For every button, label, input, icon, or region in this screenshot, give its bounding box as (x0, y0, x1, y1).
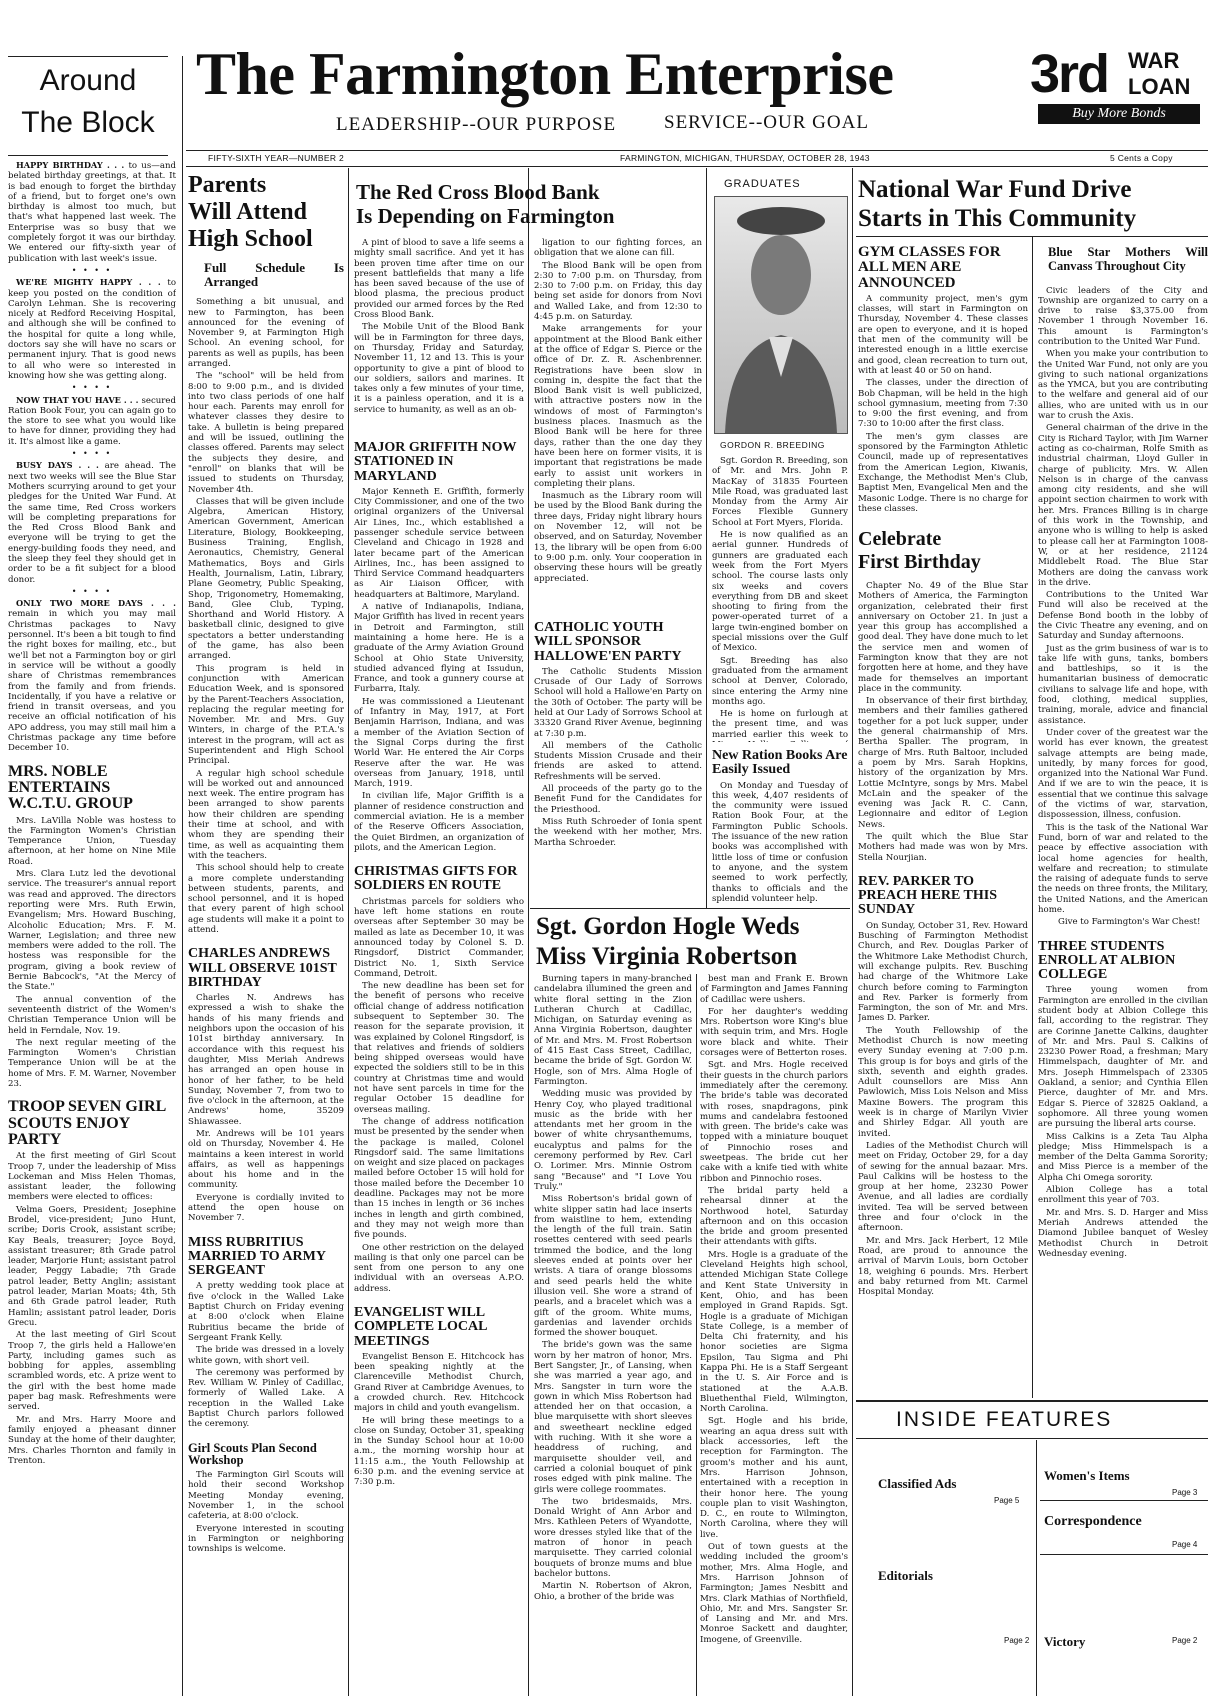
masthead-rule-bottom (186, 166, 1208, 167)
war-loan-word1: WAR (1128, 48, 1180, 73)
parents-column (188, 172, 344, 1696)
hogle-rule-top (530, 908, 850, 909)
graduates-column (712, 456, 848, 742)
evangelist-para-1: Evangelist Benson E. Hitchcock has been speaking nightly at the Clarenceville Methodist Church, Grand River at Cambridge Avenues, to a crowded church. Rev. Hitchcock majors in child and youth evangelism. (354, 1351, 524, 1414)
inside-features-title: INSIDE FEATURES (896, 1408, 1113, 1431)
christmas-para-2: The new deadline has been set for the benefit of persons who receive official change of address notification subsequent to September 30. The reason for the separate provision, it was explained by Colonel Ringsdorf, is that relatives and friends of soldiers being shipped overseas would have expected the soldiers still to be in this country at Christmas time and would not have sent parcels in time for the regular October 15 deadline for overseas mailing. (354, 981, 524, 1115)
gym-para-2: The classes, under the direction of Bob Chapman, will be held in the high school gymnasium, meeting from 7:30 to 9:00 the first evening, and from 7:30 to 10:00 after the first class. (858, 378, 1028, 430)
graduates-para-1: Sgt. Gordon R. Breeding, son of Mr. and Mrs. John P. MacKay of 31835 Fourteen Mile Road, was graduated last Monday from the Army Air Forces Flexible Gunnery School at Fort Myers, Florida. (712, 456, 848, 528)
graduates-para-2: He is now qualified as an aerial gunner. Hundreds of gunners are graduated each week from the Fort Myers school. The course lasts only six weeks and covers everything from DB and skeet shooting to firing from the power-operated turret of a large twin-engined bomber on special missions over the Gulf of Mexico. (712, 530, 848, 654)
parents-para-1: Something a bit unusual, and new to Farmington, has been announced for the evening of November 9, at Farmington High School. An evening school, for parents as well as pupils, has been arranged. (188, 297, 344, 369)
noble-para-2: Mrs. Clara Lutz led the devotional service. The treasurer's annual report was read and approved. The directors reporting were Mrs. Ruth Erwin, Evangelism; Mrs. Howard Busching, Alcoholic Education; Mrs. F. M. Warner, Legislation; and three new members were added to the roll. The hostess was responsible for the program, giving a book review of Bernie Babcock's, "At the Mercy of the State." (8, 869, 176, 993)
feature-victory[interactable]: Victory (1044, 1634, 1086, 1649)
andrews-para-3: Everyone is cordially invited to attend the open house on November 7. (188, 1192, 344, 1224)
bloodbank-headline-line2: Is Depending on Farmington (356, 204, 615, 229)
column-rule-1 (182, 56, 183, 1696)
slogan-right (664, 112, 869, 134)
column-rule-2 (348, 168, 349, 1696)
bloodbank-col-1 (354, 238, 524, 434)
year-number: FIFTY-SIXTH YEAR—NUMBER 2 (208, 153, 344, 163)
warfund-para-5: Just as the grim business of war is to take life with guns, tanks, bombers and battleships, so it is the humanitarian business of democratic civilians to salvage life and hope, with food, clothing, medical supplies, training, morale, advice and financial assistance. (1038, 643, 1208, 726)
birthday-headline-line2: First Birthday (858, 550, 981, 573)
girlscouts-para-2: Everyone interested in scouting in Farmington or neighboring townships is welcome. (188, 1523, 344, 1555)
christmas-headline: CHRISTMAS GIFTS FOR SOLDIERS EN ROUTE (354, 864, 518, 894)
warfund-para-2: When you make your contribution to the United War Fund, not only are you giving to such national organizations as the YMCA, but you are contributing to the welfare and general aid of our allies, who are united with us in our war to crush the Axis. (1038, 349, 1208, 422)
inside-features-divider (1036, 1440, 1037, 1696)
graduates-label: GRADUATES (724, 178, 801, 190)
albion-headline: THREE STUDENTS ENROLL AT ALBION COLLEGE (1038, 938, 1176, 983)
newspaper-title: The Farmington Enterprise (196, 41, 894, 107)
separator-dots: • • • • (71, 449, 113, 459)
parker-para-2: The Youth Fellowship of the Methodist Church is now meeting every Sunday evening at 7:00 p.m. This group is for boys and girls of the sixth, seventh and eighth grades. Adult counsellors are Miss Ann Pawlowich, Miss Lois Nelson and Miss Maxine Bowers. The program this week is in charge of Marilyn Vivier and Shirley Edgar. All youth are invited. (858, 1025, 1028, 1139)
dateline: FARMINGTON, MICHIGAN, THURSDAY, OCTOBER 28, 1943 (620, 153, 870, 163)
griffith-para-2: A native of Indianapolis, Indiana, Major Griffith has lived in recent years in Detroit and Farmington, still maintaining a home here. He is a graduate of the Army Aviation Ground School at Ohio State University, studied advanced flying at Issudun, France, and took a gunnery course at Furbarra, Italy. (354, 602, 524, 695)
hogle-col1-para-2: Wedding music was provided by Henry Coy, who played traditional music as the bride with her attendants met her groom in the bower of white chrysanthemums, eucalyptus and palms for the ceremony performed by Rev. Carl O. Lorimer. Mrs. Minnie Ostrom sang "Because" and "I Love You Truly." (534, 1089, 692, 1192)
feature-womens-items-page: Page 3 (1172, 1488, 1198, 1497)
bloodbank-col2-para-4: Inasmuch as the Library room will be used by the Blood Bank during the three days, Friday night library hours on November 12, will not be observed, and on Saturday, November 13, the library will be open from 6:00 to 9:00 p.m. only. Your cooperation in observing these hours will be greatly appreciated. (534, 491, 702, 584)
brief-3-head: NOW THAT YOU HAVE . . . (16, 394, 139, 405)
masthead-rule-top (186, 150, 1208, 151)
birthday-para-2: In observance of their first birthday, members and their families gathered together for a pot luck supper, under the general chairmanship of Mrs. Bertha Spaller. The program, in charge of Mrs. Ruth Baltoor, included a poem by Mrs. Sarah Hopkins, history of the organization by Mrs. Lottie McIntyre, songs by Mrs. Mabel McLain and the speaker of the evening was Jack R. C. Cann, Legionnaire and editor of Legion News. (858, 696, 1028, 830)
brief-4-head: BUSY DAYS . . . (16, 460, 99, 471)
war-loan-tagline: Buy More Bonds (1038, 104, 1200, 124)
feature-classified-ads-page: Page 5 (994, 1496, 1020, 1505)
christmas-para-1: Christmas parcels for soldiers who have left home stations en route overseas after September 30 may be mailed as late as December 10, it was announced today by Colonel S. D. Ringsdorf, District Commander, District No. 1, Sixth Service Command, Detroit. (354, 896, 524, 979)
parker-para-4: Mr. and Mrs. Jack Herbert, 12 Mile Road, are proud to announce the arrival of Marvin Louis, born October 18, weighing 6 pounds. Mrs. Herbert and baby returned from Mt. Carmel Hospital Monday. (858, 1235, 1028, 1298)
parents-para-2: The "school" will be held from 8:00 to 9:00 p.m., and is divided into two class periods of one half hour each. Parents may enroll for whatever classes they desire to take. A bulletin is being prepared and will be issued, outlining the classes offered. Parents may select the subjects they desire, and "enroll" on blanks that will be issued to students on Thursday, November 4th. (188, 371, 344, 495)
brief-5-head: ONLY TWO MORE DAYS . . . (16, 598, 176, 609)
ration-para-1: On Monday and Tuesday of this week, 4,407 residents of the community were issued Ration Book Four, at the Farmington Public Schools. The issuance of the new ration books was accomplished with little loss of time or confusion to anyone, and the system seemed to work perfectly, thanks to officials and the splendid volunteer help. (712, 780, 848, 904)
brief-5-text: remain in which you may mail Christmas packages to Navy personnel. It's been a bit tough to find the right boxes for mailing, etc., but we'll bet not a Farmington boy or girl in service will be without a goodly share of Christmas remembrances from the family and from friends. Incidentally, if you have a relative or friend in transit overseas, and you receive an official notification of his APO address, you may still mail him a Christmas package any time before December 10. (8, 609, 176, 754)
bloodbank-col2-para-3: Make arrangements for your appointment at the Blood Bank either at the office of Edgar S. Pierce or the office of Dr. Z. R. Aschenbrenner. Registrations have been slow in coming in, despite the fact that the Blood Bank visit is well publicized, with attractive posters now in the windows of most of Farmington's business places. Inasmuch as the Blood Bank will be here for three days, rather than the one day they have been here on former visits, it is important that registrations be made early to assist unit workers in completing their plans. (534, 324, 702, 489)
warfund-para-7: This is the task of the National War Fund, born of war and related to the peace by effective association with local home agencies for health, welfare and recreation; to stimulate the raising of adequate funds to serve the needs on three fronts, the Military, the United Nations, and the American home. (1038, 822, 1208, 916)
gym-headline: GYM CLASSES FOR ALL MEN ARE ANNOUNCED (858, 244, 1001, 291)
brief-2-text: to keep you posted on the condition of Carolyn Lehman. She is recovering nicely at Redford Receiving Hospital, and although she will be confined to the hospital for quite a long while, doctors say she will have no scars or permanent injury. That is good news to all who were so interested in knowing how she was getting along. (8, 278, 176, 381)
troop-headline: TROOP SEVEN GIRL SCOUTS ENJOY PARTY (8, 1098, 166, 1148)
birthday-para-1: Chapter No. 49 of the Blue Star Mothers of America, the Farmington organization, celebrated their first anniversary on October 21. In just a year this group has accomplished a good deal. They have done much to let the service men and women of Farmington know that they are not forgotten here at home, and they have made for themselves an important place in the community. (858, 580, 1028, 694)
rubritius-para-3: The ceremony was performed by Rev. William W. Pinley of Cadillac, formerly of Walled Lake. A reception in the Walled Lake Baptist Church parlors followed the ceremony. (188, 1367, 344, 1430)
albion-para-4: Mr. and Mrs. S. D. Harger and Miss Meriah Andrews attended the Diamond Jubilee banquet of Wesley Methodist Church in Detroit Wednesday evening. (1038, 1207, 1208, 1259)
bloodbank-col-2 (534, 238, 702, 614)
hogle-col2-para-4: The bridal party held a rehearsal dinner at the Northwood hotel, Saturday afternoon and on this occasion the bride and groom presented their attendants with gifts. (700, 1185, 848, 1248)
rubritius-para-1: A pretty wedding took place at five o'clock in the Walled Lake Baptist Church on Friday evening at 8:00 o'clock when Elaine Rubritius became the bride of Sergeant Frank Kelly. (188, 1281, 344, 1343)
feature-classified-ads[interactable]: Classified Ads (878, 1476, 957, 1491)
bloodbank-col2-para-1: ligation to our fighting forces, an obligation that we alone can fill. (534, 238, 702, 259)
hogle-col1-para-4: The bride's gown was the same worn by her matron of honor, Mrs. Bert Sangster, Jr., of Lansing, when she was married a year ago, and Mrs. Sangster in turn wore the gown in which Miss Robertson had attended her on that occasion, a blue marquisette with short sleeves and sweetheart neckline edged with ruching. With it she wore a headdress of ruching, and marquisette shoulder veil, and carried a colonial bouquet of pink roses edged with pink maline. The girls were college roommates. (534, 1340, 692, 1495)
warfund-subhead: Blue Star Mothers Will Canvass Throughout City (1048, 245, 1208, 273)
warfund-headline-line1: National War Fund Drive (858, 176, 1132, 203)
troop-para-2: Velma Goers, President; Josephine Brodel, vice-president; Juno Hunt, scribe; Doris Crook, assistant scribe; Kay Beals, treasurer; Joyce Boyd, assistant treasurer; 8th Grade patrol leader, Marjorie Hunt; assistant patrol leader, Peggy Labadie; 7th Grade patrol leader, Betty Anglin; assistant patrol leader, Marian Moats; 4th, 5th and 6th Grade patrol leader, Ruth Hamlin; assistant patrol leader, Doris Grecu. (8, 1204, 176, 1328)
birthday-para-3: The quilt which the Blue Star Mothers had made was won by Mrs. Stella Nourjian. (858, 832, 1028, 863)
warfund-para-3: General chairman of the drive in the City is Richard Taylor, with Jim Warner acting as co-chairman, Rolfe Smith as industrial chairman, Lloyd Guller in charge of publicity. Mrs. W. Allen Nelson is in charge of the canvass among city residents, and she will appoint section chairmen to work with her. Mrs. Frances Billing is in charge of this work in the Township, and anyone who is willing to help is asked to please call her at Farmington 1008-W, or at her residence, 21124 Middlebelt Road. The Blue Star Mothers are doing the canvass work in the drive. (1038, 423, 1208, 588)
hogle-col2-para-5: Mrs. Hogle is a graduate of the Cleveland Heights high school, attended Michigan State College and Kent State University in Kent, Ohio, and has been employed in Grand Rapids. Sgt. Hogle is a graduate of Michigan State College, is a member of Delta Chi fraternity, and his honor societies are Sigma Epsilon, Tau Sigma and Phi Kappa Phi. He is a Staff Sergeant in the U. S. Air Force and is stationed at the A.A.B. Bluethenthal Field, Wilmington, North Carolina. (700, 1249, 848, 1415)
corner-title-box (8, 56, 168, 156)
catholic-para-2: All members of the Catholic Students Mission Crusade and their friends are asked to attend. Refreshments will be served. (534, 740, 702, 782)
separator-dots: • • • • (71, 265, 113, 275)
parker-headline: REV. PARKER TO PREACH HERE THIS SUNDAY (858, 873, 997, 918)
griffith-headline: MAJOR GRIFFITH NOW STATIONED IN MARYLAND (354, 440, 517, 484)
hogle-col1-para-6: Martin N. Robertson of Akron, Ohio, a brother of the bride was (534, 1581, 692, 1602)
brief-1-text: to us—and belated birthday greetings, at that. It is bad enough to forget the birthday of a friend, but to forget one's own birthday is almost too much, but that's what happened last week. The Enterprise was so busy that we completely forgot it was our birthday. We entered our fifty-sixth year of publication with last week's issue. (8, 161, 176, 264)
portrait-silhouette (715, 197, 847, 433)
noble-para-4: The next regular meeting of the Farmington Women's Christian Temperance Union will be at the home of Mrs. F. M. Warner, November 23. (8, 1037, 176, 1089)
graduates-para-4: He is home on furlough at the present time, and was married earlier this week to (712, 709, 848, 740)
griffith-para-1: Major Kenneth E. Griffith, formerly City Commissioner, and one of the two original organizers of the Universal Air Lines, Inc., which established a passenger schedule service between Cleveland and Chicago in 1928 and later became part of the American Airlines, Inc., has been assigned to Third Service Command headquarters as Air Liaison Officer, with headquarters at Baltimore, Maryland. (354, 486, 524, 600)
brief-4 (8, 460, 176, 585)
albion-para-3: Albion College has a total enrollment this year of 703. (1038, 1185, 1208, 1206)
war-loan-number: 3rd (1030, 44, 1109, 104)
column-rule-hogle (696, 974, 697, 1696)
hogle-headline-line2: Miss Virginia Robertson (536, 942, 798, 970)
graduates-caption: GORDON R. BREEDING (720, 440, 825, 450)
albion-para-2: Miss Calkins is a Zeta Tau Alpha pledge; Miss Himmelspach is a member of the Delta Gamma Sorority; and Miss Pierce is a member of the Alpha Chi Omega sorority. (1038, 1131, 1208, 1183)
separator-dots: • • • • (71, 586, 113, 596)
parents-headline-line1: Parents (188, 172, 267, 198)
parents-headline (188, 172, 344, 253)
birthday-headline (858, 528, 1028, 573)
brief-1 (8, 160, 176, 264)
column-rule-3 (528, 168, 529, 1696)
rubritius-para-2: The bride was dressed in a lovely white gown, with short veil. (188, 1345, 344, 1366)
feature-correspondence-page: Page 4 (1172, 1540, 1198, 1549)
warfund-headline (858, 176, 1208, 233)
column-rule-4 (706, 168, 707, 908)
hogle-col2-para-1: best man and Frank E. Brown of Farmington and James Fanning of Cadillac were ushers. (700, 974, 848, 1005)
hogle-col1-para-1: Burning tapers in many-branched candelabra illumined the green and white floral setting in the Zion Lutheran Church at Cadillac, Michigan, on Saturday evening as Anna Virginia Robertson, daughter of Mr. and Mrs. M. Frost Robertson of 415 East Cass Street, Cadillac, became the bride of Sgt. Gordon W. Hogle, son of Mrs. Alma Hogle of Farmington. (534, 974, 692, 1087)
hogle-headline (536, 912, 848, 971)
evangelist-headline: EVANGELIST WILL COMPLETE LOCAL MEETINGS (354, 1305, 487, 1349)
brief-2-head: WE'RE MIGHTY HAPPY . . . (16, 277, 161, 288)
feature-editorials-page: Page 2 (1004, 1636, 1030, 1645)
griffith-column (354, 436, 524, 1696)
gym-para-3: The men's gym classes are sponsored by the Farmington Athletic Council, made up of representatives from the American Legion, Kiwanis, Exchange, the Methodist Men's Club, Baptist Men, Evangelical Men and the Masonic Lodge. There is no charge for these classes. (858, 431, 1028, 514)
griffith-para-3: He was commissioned a Lieutenant of Infantry in May, 1917, at Fort Benjamin Harrison, Indiana, and was a member of the Aviation Section of the Signal Corps during the first World War. He entered the Air Corps Reserve after the war. He was overseas from January, 1918, until March, 1919. (354, 696, 524, 790)
corner-title-line1: Around (39, 64, 137, 97)
hogle-col2-para-2: For her daughter's wedding Mrs. Robertson wore King's blue with sequin trim, and Mrs. Hogle wore black and white. Their corsages were of Betterton roses. (700, 1006, 848, 1059)
noble-headline: MRS. NOBLE ENTERTAINS W.C.T.U. GROUP (8, 762, 133, 813)
hogle-col2-para-6: Sgt. Hogle and his bride, wearing an aqua dress suit with black accessories, left the reception for Farmington. The groom's mother and his aunt, Mrs. Harrison Johnson, entertained with a reception in their honor here. The young couple plan to visit Washington, D. C., en route to Wilmington, North Carolina, where they will live. (700, 1416, 848, 1540)
catholic-para-4: Miss Ruth Schroeder of Ionia spent the weekend with her mother, Mrs. Martha Schroeder. (534, 816, 702, 848)
slogan-left-text: LEADERSHIP--OUR PURPOSE (336, 114, 617, 135)
christmas-para-4: One other restriction on the delayed mailing is that only one parcel can be sent from one person to any one individual with an overseas A.P.O. address. (354, 1242, 524, 1294)
bloodbank-headline (356, 180, 702, 228)
warfund-para-6: Under cover of the greatest war the world has ever known, the greatest salvage attempts are being made, unitedly, by many forces for good, organized into the National War Fund. And if we are to win the peace, it is essential that we continue this salvage of the victims of war, starvation, dispossession, illness, confusion. (1038, 727, 1208, 821)
warfund-para-1: Civic leaders of the City and Township are organized to carry on a drive to raise $3,375.00 from November 1 through November 16. This amount is Farmington's contribution to the United War Fund. (1038, 285, 1208, 347)
parker-para-1: On Sunday, October 31, Rev. Howard Busching of Farmington Methodist Church, and Rev. Douglas Parker of the Whitmore Lake Methodist Church, will exchange pulpits. Rev. Busching had charge of the Whitmore Lake church before coming to Farmington and Rev. Parker is formerly from Farmington, the son of Mr. and Mrs. James D. Parker. (858, 920, 1028, 1024)
brief-5 (8, 598, 176, 753)
bloodbank-col2-para-2: The Blood Bank will be open from 2:30 to 7:00 p.m. on Thursday, from 2:30 to 7:00 p.m. on Friday, this day being set aside for donors from Novi and Walled Lake, and from 12:30 to 4:45 p.m. on Saturday. (534, 260, 702, 323)
brief-3 (8, 395, 176, 447)
parents-para-5: A regular high school schedule will be worked out and announced next week. The entire program has been arranged to show parents how their children are spending their time at school, and with whom they are spending their time, as well as acquainting them with the teachers. (188, 768, 344, 861)
slogan-left (336, 114, 616, 136)
gym-column (858, 240, 1028, 1396)
brief-4-text: are ahead. The next two weeks will see the Blue Star Mothers scurrying around to get your pledges for the United War Fund. At the same time, Red Cross workers will be completing preparations for the Red Cross Blood Bank and everyone will be trying to get the energy-building foods they need, and the sleep they feel they should get in order to be a fit subject for a blood donor. (8, 461, 176, 585)
feature-womens-items[interactable]: Women's Items (1044, 1468, 1130, 1483)
warfund-rule (856, 236, 1208, 237)
troop-para-1: At the first meeting of Girl Scout Troop 7, under the leadership of Miss Lockeman and Miss Helen Thomas, assistant leader, the following members were elected to offices: (8, 1151, 176, 1203)
around-block-column (8, 160, 176, 1696)
andrews-para-2: Mr. Andrews will be 101 years old on Thursday, November 4. He maintains a keen interest in world affairs, as well as happenings about his home and in the community. (188, 1128, 344, 1191)
evangelist-para-2: He will bring these meetings to a close on Sunday, October 31, speaking in the Sunday School hour at 10:00 a.m., the morning worship hour at 11:15 a.m., the Youth Fellowship at 6:30 p.m. and the evening service at 7:30 p.m. (354, 1415, 524, 1488)
separator-dots: • • • • (71, 383, 113, 393)
feature-rule-1 (1040, 1500, 1208, 1501)
birthday-headline-line1: Celebrate (858, 528, 942, 551)
graduates-para-3: Sgt. Breeding has also graduated from the armament school at Denver, Colorado, since entering the Army nine months ago. (712, 655, 848, 707)
hogle-col-2 (700, 974, 848, 1696)
warfund-para-4: Contributions to the United War Fund will also be received at the Defense Bond booth in the lobby of the Civic Theatre any evening, and on Saturday and Sunday afternoons. (1038, 590, 1208, 642)
warfund-para-8: Give to Farmington's War Chest! (1058, 917, 1201, 928)
price: 5 Cents a Copy (1110, 153, 1173, 163)
brief-3-text: secured Ration Book Four, you can again go to the store to see what you would like to have for dinner, providing they had it. It's almost like a game. (8, 395, 176, 447)
slogan-right-text: SERVICE--OUR GOAL (664, 112, 869, 133)
column-rule-5 (852, 168, 853, 1696)
war-loan-word2: LOAN (1128, 74, 1191, 99)
feature-victory-page: Page 2 (1172, 1636, 1198, 1645)
girlscouts-headline: Girl Scouts Plan Second Workshop (188, 1440, 317, 1468)
corner-title-line2: The Block (21, 106, 155, 139)
brief-1-head: HAPPY BIRTHDAY . . . (16, 160, 125, 170)
column-rule-6 (1032, 236, 1033, 1398)
parents-para-4: This program is held in conjunction with American Education Week, and is sponsored by the Parent-Teachers Association, replacing the regular meeting for November. Mr. and Mrs. Guy Winters, in charge of the P.T.A.'s interest in the program, will act as Superintendent and High School Principal. (188, 663, 344, 767)
albion-para-1: Three young women from Farmington are enrolled in the civilian student body at Albion College this fall, according to the registrar. They are Corinne Janette Calkins, daughter of Mr. and Mrs. Paul S. Calkins of 23230 Power Road, a freshman; Mary Himmelspach, daughter of Mr. and Mrs. Joseph Himmelspach of 23305 Oakland, a senior; and Cynthia Ellen Pierce, daughter of Mr. and Mrs. Edgar S. Pierce of 32825 Oakland, a sophomore. All three young women are pursuing the liberal arts course. (1038, 985, 1208, 1130)
christmas-para-3: The change of address notification must be presented by the sender when the package is mailed, Colonel Ringsdorf said. The same limitations on weight and size placed on packages mailed before October 15 will hold for those mailed before the December 10 deadline. Packages may not be more than 15 inches in length or 36 inches inches in length and girth combined, and they may not weigh more than five pounds. (354, 1116, 524, 1241)
troop-para-3: At the last meeting of Girl Scout Troop 7, the girls held a Hallowe'en Party, including games such as bobbing for apples, assembling scrambled words, etc. A prize went to the girl with the best home made paper bag mask. Refreshments were served. (8, 1330, 176, 1413)
parker-para-3: Ladies of the Methodist Church will meet on Friday, October 29, for a day of sewing for the annual bazaar. Mrs. Paul Calkins will be hostess to the group at her home, 23230 Power Avenue, and all ladies are cordially invited. Tea will be served between three and four o'clock in the afternoon. (858, 1140, 1028, 1234)
inside-features-rule (856, 1400, 1208, 1402)
hogle-col-1 (534, 974, 692, 1696)
parents-subhead: Full Schedule Is Arranged (204, 259, 344, 289)
noble-para-3: The annual convention of the seventeenth district of the Women's Christian Temperance Union will be held in Ferndale, Nov. 19. (8, 994, 176, 1036)
hogle-col1-para-3: Miss Robertson's bridal gown of white slipper satin had lace inserts from waistline to hem, extending the length of the full train. Satin rosettes centered with seed pearls trimmed the bodice, and the long sleeves ended at points over her wrists. A tiara of orange blossoms and seed pearls held the white illusion veil. She wore a strand of pearls, and a bracelet which was a gift of the groom. White mums, gardenias and lavender orchids formed the shower bouquet. (534, 1194, 692, 1339)
hogle-col1-para-5: The two bridesmaids, Mrs. Donald Wright of Ann Arbor and Mrs. Kathleen Peters of Wyandotte, wore dresses styled like that of the matron of honor in peach marquisette. They carried colonial bouquets of bronze mums and blue bachelor buttons. (534, 1496, 692, 1579)
gordon-breeding-photo (714, 196, 848, 434)
troop-para-4: Mr. and Mrs. Harry Moore and family enjoyed a pheasant dinner Sunday at the home of their daughter, Mrs. Charles Thornton and family in Trenton. (8, 1414, 176, 1466)
feature-rule-2 (1040, 1554, 1208, 1555)
girlscouts-para-1: The Farmington Girl Scouts will hold their second Workshop Meeting Monday evening, November 1, in the school cafeteria, at 8:00 o'clock. (188, 1470, 344, 1522)
parents-para-3: Classes that will be given include Algebra, American History, American Government, American Literature, Biology, Bookkeeping, Business Training, English, Aeronautics, Chemistry, General Mathematics, Boys and Girls Health, Journalism, Latin, Library, Plane Geometry, Public Speaking, Shop, Trigonometry, Homemaking, Band, Glee Club, Typing, Shorthand and World History. A basketball clinic, designed to give spectators a better understanding of the game, has also been arranged. (188, 496, 344, 662)
bloodbank-col1-para-1: A pint of blood to save a life seems a mighty small sacrifice. And yet it has been proven time after time on our present battlefields that many a life has been saved because of the use of blood plasma, the precious product provided our armed forces by the Red Cross Blood Bank. (354, 238, 524, 321)
brief-2 (8, 277, 176, 381)
parents-headline-line2: Will Attend (188, 198, 307, 225)
parents-headline-line3: High School (188, 225, 313, 252)
war-loan-logo (1030, 44, 1206, 126)
warfund-headline-line2: Starts in This Community (858, 204, 1137, 232)
inside-features-rule-2 (856, 1438, 1208, 1439)
warfund-column (1038, 240, 1208, 1396)
ration-headline: New Ration Books Are Easily Issued (712, 748, 848, 778)
bloodbank-col1-para-2: The Mobile Unit of the Blood Bank will be in Farmington for three days, on Thursday, Friday and Saturday, November 11, 12 and 13. This is your opportunity to give a pint of blood to our soldiers, sailors and marines. It takes only a few minutes of your time, it is a painless operation, and it is a service to humanity, as well as an ob- (354, 322, 524, 415)
rubritius-headline: MISS RUBRITIUS MARRIED TO ARMY SERGEANT (188, 1234, 326, 1279)
hogle-headline-line1: Sgt. Gordon Hogle Weds (536, 913, 800, 940)
catholic-para-1: The Catholic Students Mission Crusade of Our Lady of Sorrows School will hold a Hallowe'en Party on the 30th of October. The party will be held at Our Lady of Sorrows School at 33320 Grand River Avenue, beginning at 7:30 p.m. (534, 666, 702, 739)
bloodbank-headline-line1: The Red Cross Blood Bank (356, 180, 600, 204)
catholic-para-3: All proceeds of the party go to the Benefit Fund for the Candidates for the Priesthood. (534, 784, 702, 815)
parents-para-6: This school should help to create a more complete understanding between students, parents, and school personnel, and it is hoped that every parent of high school age students will make it a point to attend. (188, 863, 344, 936)
gym-para-1: A community project, men's gym classes, will start in Farmington on Thursday, November 4. These classes are open to everyone, and it is hoped that men of the community will be interested enough in a little exercise and good, clean recreation to turn out, with at least 40 or 50 on hand. (858, 293, 1028, 376)
hogle-col2-para-7: Out of town guests at the wedding included the groom's mother, Mrs. Alma Hogle, and Mrs. Harrison Johnson of Farmington; James Nesbitt and Mrs. Clark Mathias of Northfield, Ohio, Mr. and Mrs. Sangster Sr. of Lansing and Mr. and Mrs. Monroe Sackett and daughter, Imogene, of Greenville. (700, 1542, 848, 1645)
catholic-headline: CATHOLIC YOUTH WILL SPONSOR HALLOWE'EN PARTY (534, 620, 682, 664)
andrews-headline: CHARLES ANDREWS WILL OBSERVE 101ST BIRTHDAY (188, 946, 337, 990)
noble-para-1: Mrs. LaVilla Noble was hostess to the Farmington Women's Christian Temperance Union, Tuesday afternoon, at her home on Nine Mile Road. (8, 815, 176, 867)
hogle-col2-para-3: Sgt. and Mrs. Hogle received their guests in the church parlors immediately after the ceremony. The bride's table was decorated with roses, snapdragons, pink mums and candelabra festooned with green. The bride's cake was topped with a miniature bouquet of Pinnochio roses and sweetpeas. The bride cut her cake with a knife tied with white ribbon and Pinnochio roses. (700, 1060, 848, 1184)
griffith-para-4: In civilian life, Major Griffith is a planner of residence construction and commercial aviation. He is a member of the Reserve Officers Association, the Quiet Birdmen, an organization of pilots, and the American Legion. (354, 791, 524, 853)
andrews-para-1: Charles N. Andrews has expressed a wish to shake the hands of his many friends and neighbors upon the occasion of his 101st birthday anniversary. In accordance with this request his daughter, Miss Meriah Andrews has arranged an open house in honor of her father, to be held Sunday, November 7, from two to five o'clock in the afternoon, at the Andrews' home, 35209 Shiawassee. (188, 993, 344, 1127)
feature-editorials[interactable]: Editorials (878, 1568, 933, 1583)
feature-correspondence[interactable]: Correspondence (1044, 1514, 1142, 1529)
